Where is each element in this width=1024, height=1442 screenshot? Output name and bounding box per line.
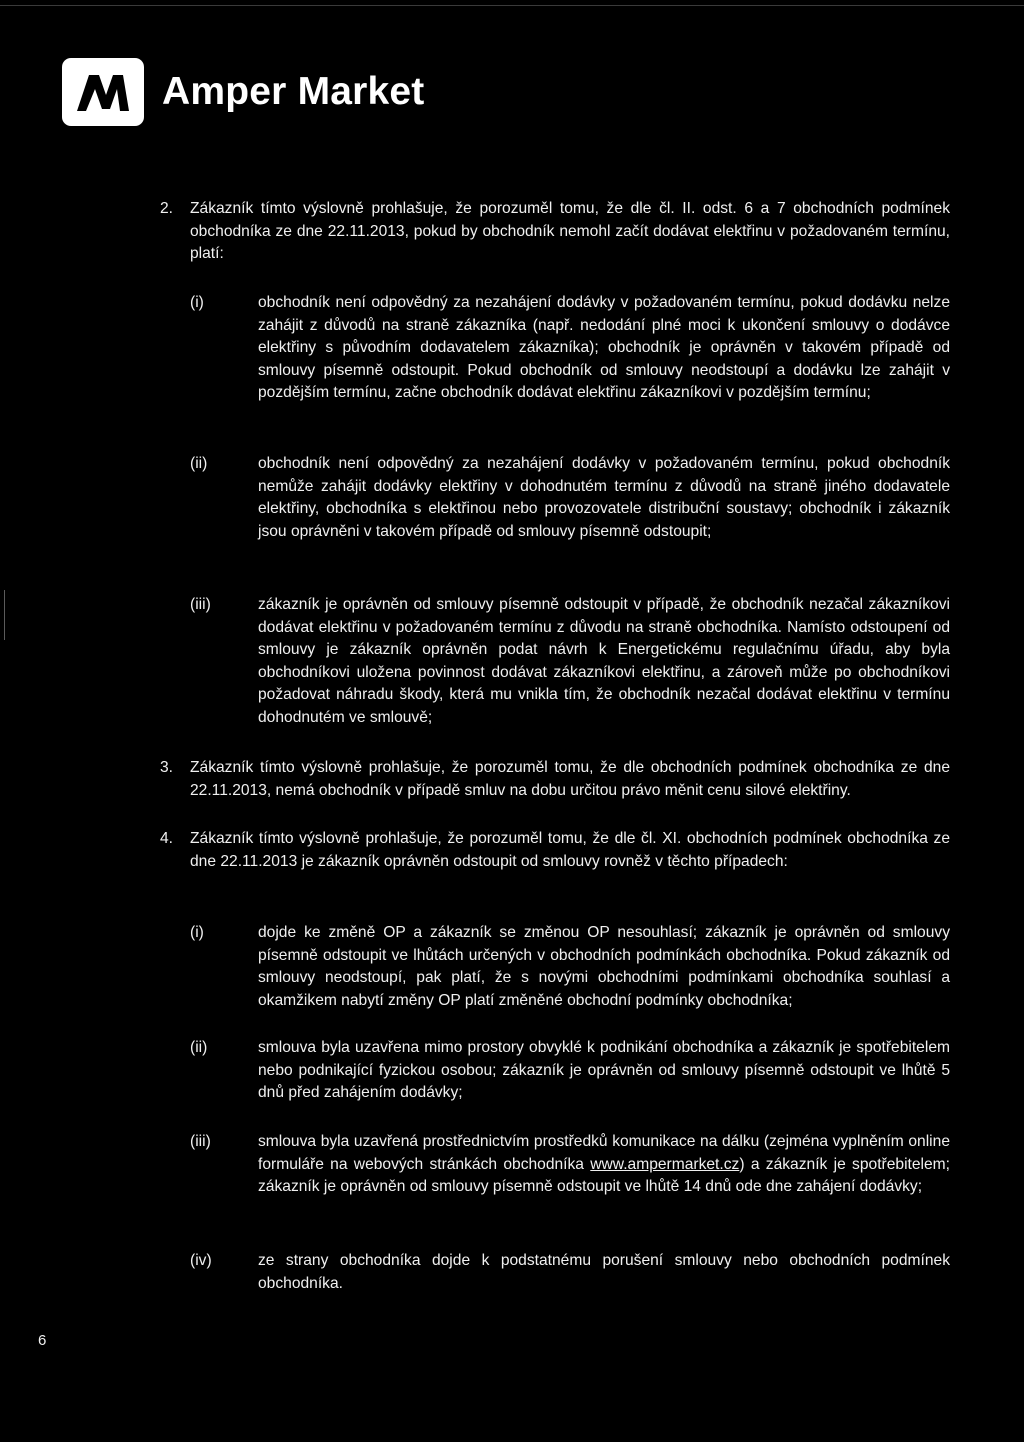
sub-item-text: obchodník není odpovědný za nezahájení dodávky v požadovaném termínu, pokud obchodník nemůže zahájit dodávky elektřiny v dohodnutém termínu z důvodů na straně jiného dodavatele elektřiny, obchodníka s elektřinou nebo provozovatele distribuční soustavy; obchodník i zákazník jsou oprávněni v takovém případě od smlouvy písemně odstoupit; (258, 455, 950, 540)
sub-item-text: obchodník není odpovědný za nezahájení dodávky v požadovaném termínu, pokud dodávku nelze zahájit z důvodů na straně zákazníka (např. nedodání plné moci k ukončení smlouvy o dodávce elektřiny s původním dodavatelem zákazníka); obchodník je oprávněn v takovém případě od smlouvy písemně odstoupit. Pokud obchodník od smlouvy neodstoupí a dodávku lze zahájit v pozdějším termínu, začne obchodník dodávat elektřinu zákazníkovi v pozdějším termínu; (258, 294, 950, 402)
item-text: Zákazník tímto výslovně prohlašuje, že porozuměl tomu, že dle čl. XI. obchodních podmínek obchodníka ze dne 22.11.2013 je zákazník oprávněn odstoupit od smlouvy rovněž v těchto případech: (190, 830, 950, 870)
top-edge-line (0, 5, 1024, 6)
sub-item-label: (ii) (190, 1039, 208, 1056)
page-number: 6 (38, 1332, 47, 1349)
sub-item-label: (iii) (190, 1133, 211, 1150)
sub-item-text: ze strany obchodníka dojde k podstatnému porušení smlouvy nebo obchodních podmínek obchodníka. (258, 1252, 950, 1292)
sub-item-label: (i) (190, 924, 204, 941)
sub-item-label: (i) (190, 294, 204, 311)
sub-item-text: zákazník je oprávněn od smlouvy písemně odstoupit v případě, že obchodník nezačal zákazníkovi dodávat elektřinu v požadovaném termínu z důvodu na straně obchodníka. Namísto odstoupení od smlouvy je zákazník oprávněn podat návrh k Energetickému regulačnímu úřadu, aby byla obchodníkovi uložena povinnost dodávat zákazníkovi elektřinu, a zároveň může po obchodníkovi požadovat náhradu škody, která mu vnikla tím, že obchodník nezačal dodávat elektřinu v termínu dohodnutém ve smlouvě; (258, 596, 950, 726)
sub-item-label: (iii) (190, 596, 211, 613)
sub-item-text: smlouva byla uzavřena mimo prostory obvyklé k podnikání obchodníka a zákazník je spotřebitelem nebo podnikající fyzickou osobou; zákazník je oprávněn od smlouvy písemně odstoupit ve lhůtě 5 dnů před zahájením dodávky; (258, 1039, 950, 1102)
item-text: Zákazník tímto výslovně prohlašuje, že porozuměl tomu, že dle obchodních podmínek obchodníka ze dne 22.11.2013, nemá obchodník v případě smluv na dobu určitou právo měnit cenu silové elektřiny. (190, 759, 950, 799)
brand-name: Amper Market (162, 70, 425, 113)
sub-item-label: (ii) (190, 455, 208, 472)
item-number: 2. (160, 200, 174, 217)
left-edge-line (4, 590, 5, 640)
sub-item-text: dojde ke změně OP a zákazník se změnou OP nesouhlasí; zákazník je oprávněn od smlouvy písemně odstoupit ve lhůtách určených v obchodních podmínkách obchodníka. Pokud zákazník od smlouvy neodstoupí, pak platí, že s novými obchodními podmínkami obchodníka souhlasí a okamžikem nabytí změny OP platí změněné obchodní podmínky obchodníka; (258, 924, 950, 1009)
item-number: 4. (160, 830, 174, 847)
website-link[interactable]: www.ampermarket.cz (590, 1155, 740, 1173)
item-number: 3. (160, 759, 174, 776)
sub-item-text-part: smlouva byla uzavřená prostřednictvím prostředků komunikace na dálku (zejména vyplněním online formuláře na webových stránkách obchodníka (258, 1133, 950, 1173)
sub-item-text (258, 1131, 950, 1199)
sub-item-label: (iv) (190, 1252, 212, 1269)
amper-market-logo-icon (62, 58, 144, 126)
header (62, 57, 425, 127)
item-text: Zákazník tímto výslovně prohlašuje, že porozuměl tomu, že dle čl. II. odst. 6 a 7 obchodních podmínek obchodníka ze dne 22.11.2013, pokud by obchodník nemohl začít dodávat elektřinu v požadovaném termínu, platí: (190, 200, 950, 263)
sub-item-text-part: ) a zákazník je spotřebitelem; zákazník je oprávněn od smlouvy písemně odstoupit ve lhůtě 14 dnů ode dne zahájení dodávky; (258, 1155, 950, 1196)
